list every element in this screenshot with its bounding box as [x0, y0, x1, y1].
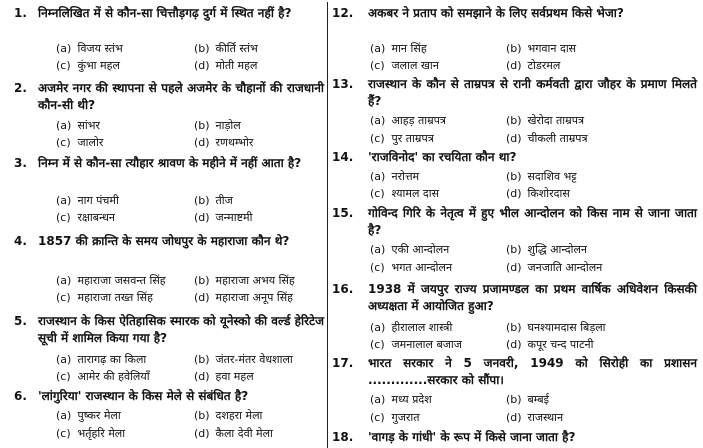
option-b: (b) नाड़ोल [194, 119, 241, 132]
option-b: (b) खेरोदा ताम्रपत्र [506, 114, 585, 127]
option-d: (d) टोडरमल [506, 59, 561, 72]
question-number: 14. [332, 150, 354, 164]
question-text: 'राजविनोद' का रचयिता कौन था? [368, 150, 517, 164]
option-d: (d) हवा महल [194, 370, 254, 383]
question-text: 'वागड़ के गांधी' के रूप में किसे जाना जाता है? [368, 430, 576, 444]
option-b: (b) तीज [194, 194, 233, 207]
question-3 [0, 155, 326, 225]
question-6 [0, 388, 326, 446]
option-a: (a) एकी आन्दोलन [370, 243, 450, 256]
question-number: 2. [14, 81, 27, 95]
option-d: (d) चीकली ताम्रपत्र [506, 132, 588, 145]
question-text: अकबर ने प्रताप को समझाने के लिए सर्वप्रथम किसे भेजा? [368, 6, 624, 20]
left-column [0, 0, 326, 448]
option-d: (d) राजस्थान [506, 411, 564, 424]
question-18 [332, 429, 703, 447]
option-d: (d) महाराजा अनूप सिंह [194, 291, 294, 304]
question-text: अजमेर नगर की स्थापना से पहले अजमेर के चौहानों की राजधानी कौन-सी थी? [38, 81, 324, 112]
option-a: (a) मान सिंह [370, 42, 427, 55]
question-text: 1857 की क्रान्ति के समय जोधपुर के महाराजा कौन थे? [38, 234, 290, 248]
option-c: (c) पुर ताम्रपत्र [370, 132, 434, 145]
question-text: 1938 में जयपुर राज्य प्रजामण्डल का प्रथम वार्षिक अधिवेशन किसकी अध्यक्षता में आयोजित हुआ? [368, 282, 697, 313]
option-c: (c) भगत आन्दोलन [370, 261, 453, 274]
question-number: 5. [14, 314, 27, 328]
question-text: निम्नलिखित में से कौन-सा चित्तौड़गढ़ दुर्ग में स्थित नहीं है? [38, 6, 292, 20]
question-number: 13. [332, 77, 354, 91]
option-c: (c) रक्षाबन्धन [56, 211, 115, 224]
question-text: राजस्थान के किस ऐतिहासिक स्मारक को यूनेस्को की वर्ल्ड हेरिटेज सूची में शामिल किया गया है? [38, 314, 324, 345]
option-c: (c) भर्तृहरि मेला [56, 427, 126, 440]
option-b: (b) महाराजा अभय सिंह [194, 274, 295, 287]
question-text: निम्न में से कौन-सा त्यौहार श्रावण के महीने में नहीं आता है? [38, 156, 302, 170]
option-b: (b) कीर्ति स्तंभ [194, 42, 258, 55]
option-a: (a) तारागढ़ का किला [56, 353, 147, 366]
option-c: (c) महाराजा तख्त सिंह [56, 291, 153, 304]
question-number: 12. [332, 6, 354, 20]
option-a: (a) नरोत्तम [370, 170, 420, 183]
option-d: (d) मोती महल [194, 59, 258, 72]
question-text: 'लांगुरिया' राजस्थान के किस मेले से संबंधित है? [38, 389, 249, 403]
option-b: (b) भगवान दास [506, 42, 577, 55]
question-text: राजस्थान के कौन से ताम्रपत्र से रानी कर्मवती द्वारा जौहर के प्रमाण मिलते हैं? [368, 77, 697, 108]
right-column [332, 0, 703, 448]
question-number: 16. [332, 282, 354, 296]
question-12 [332, 5, 703, 71]
question-4 [0, 233, 326, 305]
question-number: 17. [332, 356, 354, 370]
question-14 [332, 149, 703, 203]
option-d: (d) रणथम्भोर [194, 136, 254, 149]
question-1 [0, 5, 326, 72]
option-c: (c) जमनालाल बजाज [370, 338, 462, 351]
option-a: (a) विजय स्तंभ [56, 42, 123, 55]
option-a: (a) हीरालाल शास्त्री [370, 321, 453, 334]
column-divider [327, 2, 328, 448]
question-number: 4. [14, 234, 27, 248]
option-b: (b) जंतर-मंतर वेधशाला [194, 353, 293, 366]
option-c: (c) जलाल खान [370, 59, 439, 72]
question-16 [332, 281, 703, 353]
option-b: (b) दशहरा मेला [194, 409, 263, 422]
question-number: 15. [332, 206, 354, 220]
option-b: (b) बम्बई [506, 393, 550, 406]
option-a: (a) पुष्कर मेला [56, 409, 121, 422]
question-text: गोविन्द गिरि के नेतृत्व में हुए भील आन्दोलन को किस नाम से जाना जाता है? [368, 206, 697, 237]
question-13 [332, 76, 703, 146]
option-d: (d) जन्माष्टमी [194, 211, 253, 224]
question-number: 6. [14, 389, 27, 403]
question-number: 1. [14, 6, 27, 20]
option-c: (c) कुंभा महल [56, 59, 120, 72]
option-a: (a) महाराजा जसवन्त सिंह [56, 274, 166, 287]
option-b: (b) घनश्यामदास बिड़ला [506, 321, 606, 334]
option-d: (d) कपूर चन्द पाटनी [506, 338, 594, 351]
option-d: (d) जनजाति आन्दोलन [506, 261, 603, 274]
option-d: (d) कैला देवी मेला [194, 427, 273, 440]
option-a: (a) मध्य प्रदेश [370, 393, 432, 406]
option-b: (b) शुद्धि आन्दोलन [506, 243, 588, 256]
option-c: (c) आमेर की हवेलियाँ [56, 370, 150, 383]
option-c: (c) जालोर [56, 136, 104, 149]
option-a: (a) आहड़ ताम्रपत्र [370, 114, 446, 127]
question-5 [0, 313, 326, 385]
option-d: (d) किशोरदास [506, 187, 570, 200]
option-b: (b) सदाशिव भट्ट [506, 170, 577, 183]
option-a: (a) सांभर [56, 119, 101, 132]
question-15 [332, 205, 703, 277]
question-number: 18. [332, 430, 354, 444]
option-c: (c) श्यामल दास [370, 187, 440, 200]
question-number: 3. [14, 156, 27, 170]
option-c: (c) गुजरात [370, 411, 420, 424]
question-2 [0, 80, 326, 150]
question-text: भारत सरकार ने 5 जनवरी, 1949 को सिरोही का प्रशासन .............सरकार को सौंपा। [368, 356, 697, 387]
option-a: (a) नाग पंचमी [56, 194, 119, 207]
question-17 [332, 355, 703, 425]
